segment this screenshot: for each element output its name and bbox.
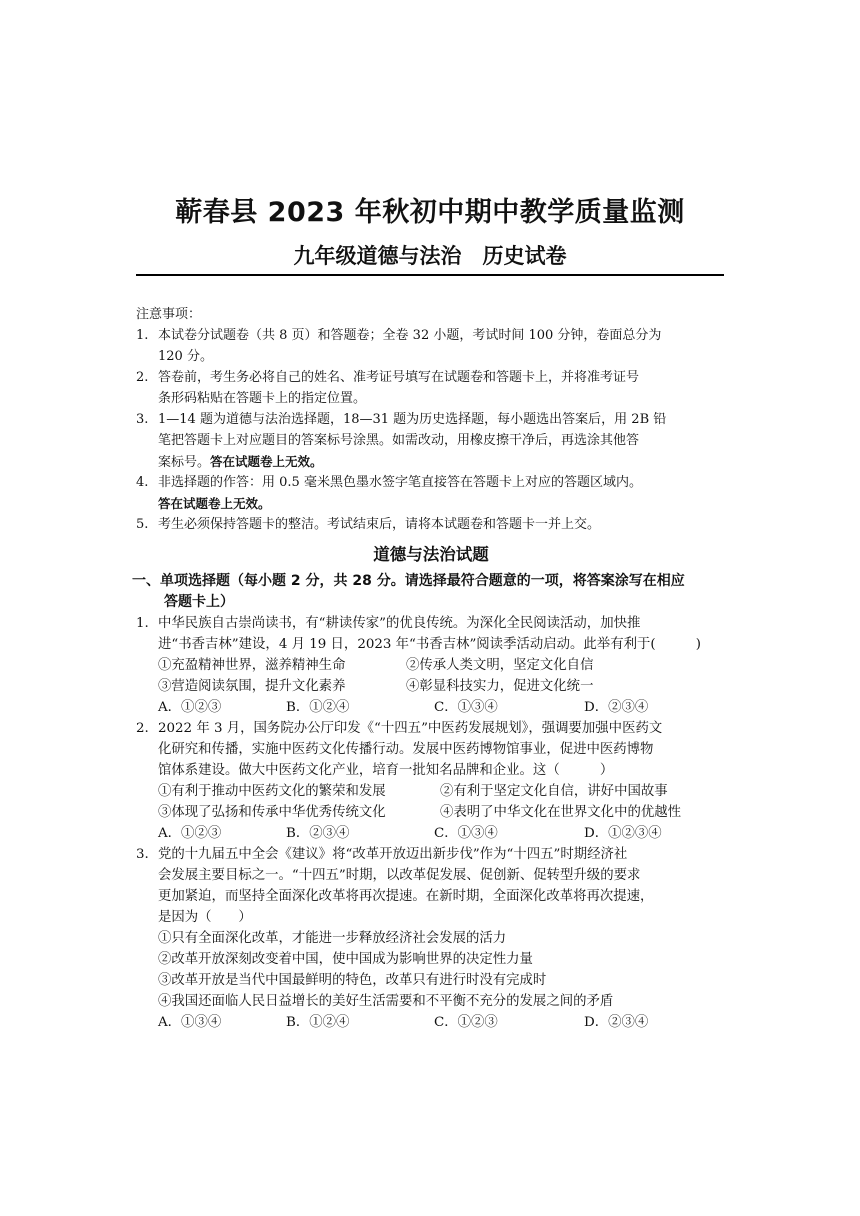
question-number: 2. <box>136 721 149 736</box>
option-a[interactable]: A．①③④ <box>158 1015 222 1030</box>
statement: ①只有全面深化改革，才能进一步释放经济社会发展的活力 <box>158 931 507 946</box>
statement-row <box>136 781 726 802</box>
question-stem: 化研究和传播，实施中医药文化传播行动。发展中医药博物馆事业，促进中医药博物 <box>158 742 654 757</box>
page-title: 蕲春县 2023 年秋初中期中教学质量监测 <box>175 197 685 228</box>
note-number: 1. <box>136 328 149 343</box>
note-item <box>136 409 726 430</box>
note-text: 非选择题的作答：用 0.5 毫米黑色墨水签字笔直接答在答题卡上对应的答题区域内。 <box>158 475 642 490</box>
option-c[interactable]: C．①③④ <box>434 826 498 841</box>
statement: ②传承人类文明，坚定文化自信 <box>406 658 594 673</box>
statement: ③改革开放是当代中国最鲜明的特色，改革只有进行时没有完成时 <box>158 973 547 988</box>
note-text: 考生必须保持答题卡的整洁。考试结束后，请将本试题卷和答题卡一并上交。 <box>158 517 601 532</box>
statement: ④彰显科技实力，促进文化统一 <box>406 679 594 694</box>
option-d[interactable]: D．②③④ <box>584 700 649 715</box>
statement-row <box>136 802 726 823</box>
statement: ④表明了中华文化在世界文化中的优越性 <box>440 805 682 820</box>
statement: ③营造阅读氛围，提升文化素养 <box>158 679 346 694</box>
question-stem: 会发展主要目标之一。“十四五”时期，以改革促发展、促创新、促转型升级的要求 <box>158 868 641 883</box>
statement: ①有利于推动中医药文化的繁荣和发展 <box>158 784 386 799</box>
note-number: 5. <box>136 517 149 532</box>
note-item <box>136 451 726 472</box>
note-item <box>136 472 726 493</box>
note-item <box>136 514 726 535</box>
option-d[interactable]: D．①②③④ <box>584 826 662 841</box>
page-subtitle: 九年级道德与法治 历史试卷 <box>293 244 567 268</box>
note-emphasis: 答在试题卷上无效。 <box>158 496 271 511</box>
statement-row <box>136 676 726 697</box>
note-text: 条形码粘贴在答题卡上的指定位置。 <box>158 391 367 406</box>
option-c[interactable]: C．①③④ <box>434 700 498 715</box>
note-item <box>136 493 726 514</box>
exam-body <box>132 304 726 1033</box>
statement: ②有利于坚定文化自信，讲好中国故事 <box>440 784 668 799</box>
section-heading: 答题卡上） <box>164 594 234 610</box>
section-title: 道德与法治试题 <box>373 545 489 564</box>
note-item <box>136 325 726 346</box>
option-a[interactable]: A．①②③ <box>158 826 222 841</box>
note-text: 120 分。 <box>158 349 213 364</box>
note-item <box>136 367 726 388</box>
note-emphasis: 答在试题卷上无效。 <box>210 454 323 469</box>
question-1 <box>136 613 726 634</box>
option-b[interactable]: B．①②④ <box>286 1015 350 1030</box>
note-text: 案标号。 <box>158 455 211 470</box>
note-text: 答卷前，考生务必将自己的姓名、准考证号填写在试题卷和答题卡上，并将准考证号 <box>158 370 640 385</box>
statement-row <box>136 655 726 676</box>
option-b[interactable]: B．②③④ <box>286 826 350 841</box>
question-stem: 更加紧迫，而坚持全面深化改革将再次提速。在新时期，全面深化改革将再次提速， <box>158 889 654 904</box>
question-stem: 是因为（ ） <box>158 910 252 925</box>
note-number: 3. <box>136 412 149 427</box>
note-text: 1—14 题为道德与法治选择题，18—31 题为历史选择题，每小题选出答案后，用 2B 铅 <box>158 412 667 427</box>
question-stem: 进“书香吉林”建设，4 月 19 日，2023 年“书香吉林”阅读季活动启动。此举有利于( ) <box>158 637 701 652</box>
statement: ④我国还面临人民日益增长的美好生活需要和不平衡不充分的发展之间的矛盾 <box>158 994 614 1009</box>
notes-heading: 注意事项： <box>136 307 202 322</box>
note-number: 4. <box>136 475 149 490</box>
question-number: 1. <box>136 616 149 631</box>
statement: ②改革开放深刻改变着中国，使中国成为影响世界的决定性力量 <box>158 952 533 967</box>
option-a[interactable]: A．①②③ <box>158 700 222 715</box>
statement: ①充盈精神世界，滋养精神生命 <box>158 658 346 673</box>
option-c[interactable]: C．①②③ <box>434 1015 498 1030</box>
note-number: 2. <box>136 370 149 385</box>
answer-options <box>136 1012 726 1033</box>
question-2 <box>136 718 726 739</box>
option-b[interactable]: B．①②④ <box>286 700 350 715</box>
statement: ③体现了弘扬和传承中华优秀传统文化 <box>158 805 386 820</box>
question-stem: 2022 年 3 月，国务院办公厅印发《“十四五”中医药发展规划》，强调要加强中医药文 <box>158 721 663 736</box>
question-stem: 中华民族自古崇尚读书，有“耕读传家”的优良传统。为深化全民阅读活动，加快推 <box>158 616 641 631</box>
answer-options <box>136 823 726 844</box>
question-stem: 馆体系建设。做大中医药文化产业，培育一批知名品牌和企业。这（ ） <box>158 763 614 778</box>
option-d[interactable]: D．②③④ <box>584 1015 649 1030</box>
note-text: 笔把答题卡上对应题目的答案标号涂黑。如需改动，用橡皮擦干净后，再选涂其他答 <box>158 433 640 448</box>
title-divider <box>136 274 724 276</box>
question-3 <box>136 844 726 865</box>
answer-options <box>136 697 726 718</box>
question-stem: 党的十九届五中全会《建议》将“改革开放迈出新步伐”作为“十四五”时期经济社 <box>158 847 628 862</box>
question-number: 3. <box>136 847 149 862</box>
note-text: 本试卷分试题卷（共 8 页）和答题卷；全卷 32 小题，考试时间 100 分钟，卷面总分为 <box>158 328 662 343</box>
section-heading: 一、单项选择题（每小题 2 分，共 28 分。请选择最符合题意的一项，将答案涂写在相应 <box>132 573 685 589</box>
